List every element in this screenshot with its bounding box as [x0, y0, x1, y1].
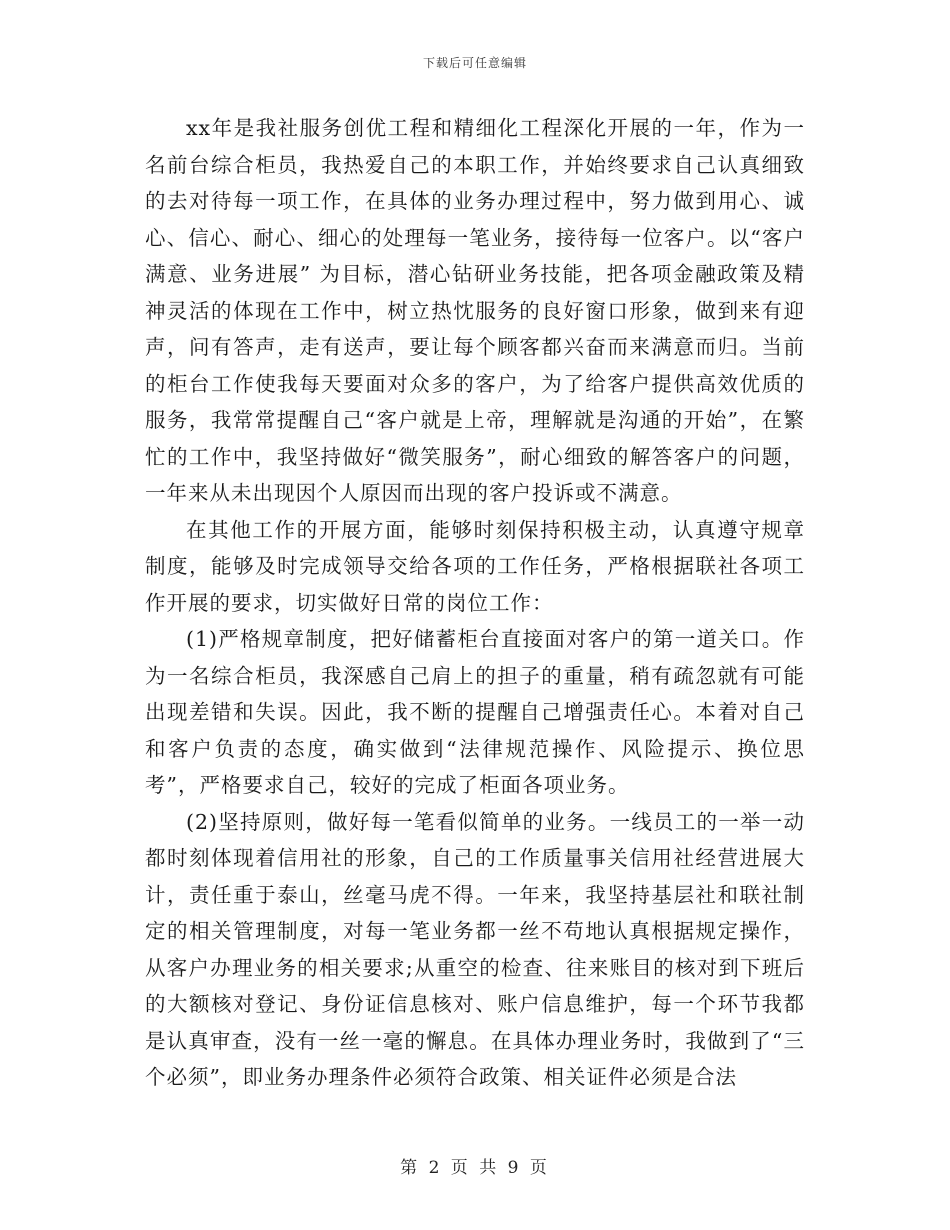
- paragraph-4: (2)坚持原则，做好每一笔看似简单的业务。一线员工的一举一动都时刻体现着信用社的形象，自己的工作质量事关信用社经营进展大计，责任重于泰山，丝毫马虎不得。一年来，我坚持基层社和联社制定的相关管理制度，对每一笔业务都一丝不苟地认真根据规定操作，从客户办理业务的相关要求;从重空的检查、往来账目的核对到下班后的大额核对登记、身份证信息核对、账户信息维护，每一个环节我都是认真审查，没有一丝一毫的懈息。在具体办理业务时，我做到了“三个必须”，即业务办理条件必须符合政策、相关证件必须是合法: [145, 809, 805, 1089]
- page-header: 下载后可任意编辑: [422, 56, 527, 70]
- page-number-footer: 第 2 页 共 9 页: [400, 1158, 550, 1178]
- document-body: [145, 110, 805, 1096]
- paragraph-1: xx年是我社服务创优工程和精细化工程深化开展的一年，作为一名前台综合柜员，我热爱自己的本职工作，并始终要求自己认真细致的去对待每一项工作，在具体的业务办理过程中，努力做到用心、诚心、信心、耐心、细心的处理每一笔业务，接待每一位客户。以“客户满意、业务进展” 为目标，潜心钻研业务技能，把各项金融政策及精神灵活的体现在工作中，树立热忱服务的良好窗口形象，做到来有迎声，问有答声，走有送声，要让每个顾客都兴奋而来满意而归。当前的柜台工作使我每天要面对众多的客户，为了给客户提供高效优质的服务，我常常提醒自己“客户就是上帝，理解就是沟通的开始”，在繁忙的工作中，我坚持做好“微笑服务”，耐心细致的解答客户的问题，一年来从未出现因个人原因而出现的客户投诉或不满意。: [145, 116, 805, 505]
- paragraph-2: 在其他工作的开展方面，能够时刻保持积极主动，认真遵守规章制度，能够及时完成领导交给各项的工作任务，严格根据联社各项工作开展的要求，切实做好日常的岗位工作：: [145, 517, 805, 615]
- paragraph-3: (1)严格规章制度，把好储蓄柜台直接面对客户的第一道关口。作为一名综合柜员，我深感自己肩上的担子的重量，稍有疏忽就有可能出现差错和失误。因此，我不断的提醒自己增强责任心。本着对自己和客户负责的态度，确实做到“法律规范操作、风险提示、换位思考”，严格要求自己，较好的完成了柜面各项业务。: [145, 627, 805, 797]
